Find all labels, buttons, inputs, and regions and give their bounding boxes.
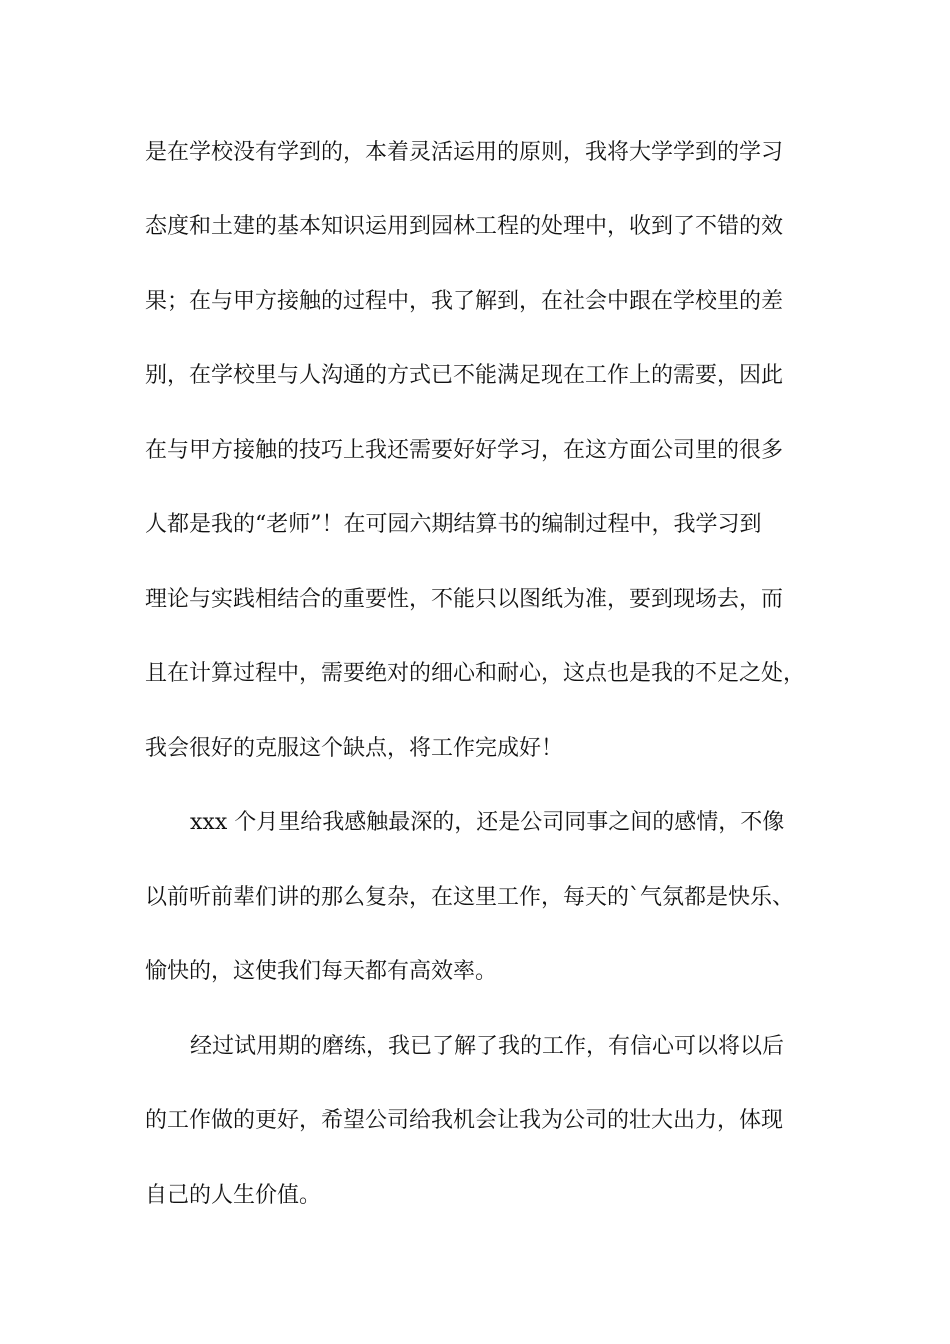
text-line: 在与甲方接触的技巧上我还需要好好学习，在这方面公司里的很多 [145, 438, 784, 463]
text-line: 人都是我的“老师”！在可园六期结算书的编制过程中，我学习到 [145, 512, 762, 537]
text-line: 自己的人生价值。 [145, 1183, 322, 1208]
text-line: 且在计算过程中，需要绝对的细心和耐心，这点也是我的不足之处， [145, 661, 806, 686]
text-line: 我会很好的克服这个缺点，将工作完成好！ [145, 736, 564, 761]
text-line: 愉快的，这使我们每天都有高效率。 [145, 959, 498, 984]
text-line: 以前听前辈们讲的那么复杂，在这里工作，每天的`气氛都是快乐、 [145, 885, 795, 910]
text-line: 别，在学校里与人沟通的方式已不能满足现在工作上的需要，因此 [145, 363, 784, 388]
text-line: 果；在与甲方接触的过程中，我了解到，在社会中跟在学校里的差 [145, 289, 784, 314]
text-line: 态度和土建的基本知识运用到园林工程的处理中，收到了不错的效 [145, 214, 784, 239]
text-line: 的工作做的更好，希望公司给我机会让我为公司的壮大出力，体现 [145, 1108, 784, 1133]
paragraph-first-line: xxx 个月里给我感触最深的，还是公司同事之间的感情，不像 [190, 810, 785, 835]
text-line: 理论与实践相结合的重要性，不能只以图纸为准，要到现场去，而 [145, 587, 784, 612]
text-line: 是在学校没有学到的，本着灵活运用的原则，我将大学学到的学习 [145, 140, 784, 165]
paragraph-first-line: 经过试用期的磨练，我已了解了我的工作，有信心可以将以后 [190, 1034, 785, 1059]
